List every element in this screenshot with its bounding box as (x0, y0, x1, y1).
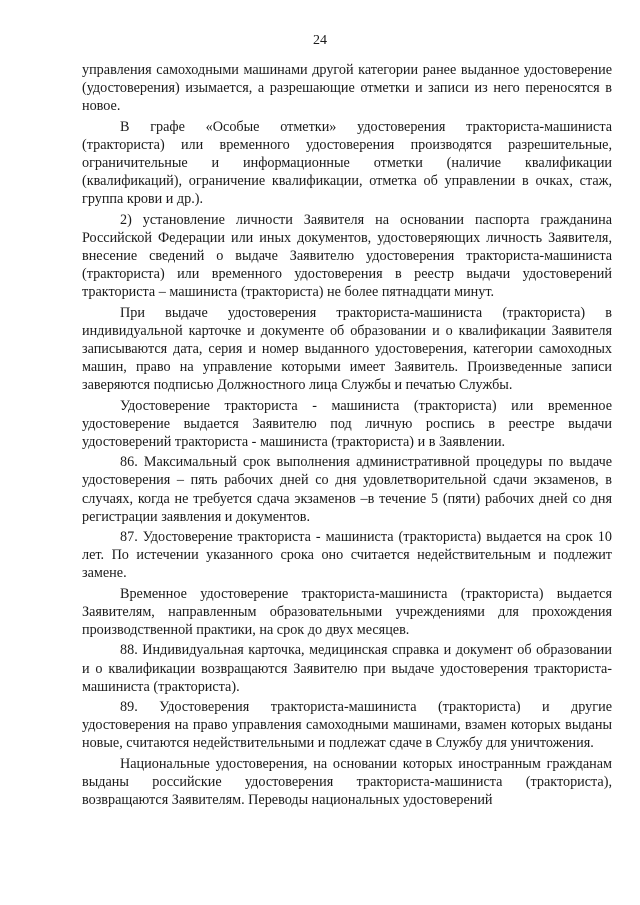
paragraph-signature-receipt: Удостоверение тракториста - машиниста (тракториста) или временное удостоверение выдается Заявителю под личную роспись в реестре выдачи удостоверений тракториста - машиниста (тракториста) и в Заявлении. (82, 397, 612, 451)
paragraph-item-86: 86. Максимальный срок выполнения административной процедуры по выдаче удостоверения – пять рабочих дней со дня удовлетворительной сдачи экзаменов, в случаях, когда не требуется сдача экзаменов –в течение 5 (пяти) рабочих дней со дня регистрации заявления и документов. (82, 454, 612, 525)
paragraph-special-marks: В графе «Особые отметки» удостоверения тракториста-машиниста (тракториста) или временного удостоверения производятся разрешительные, ограничительные и информационные отметки (наличие квалификации (квалификаций), ограничение квалификации, отметка об управлении в очках, стаж, группа крови и др.). (82, 118, 612, 208)
paragraph-continuation: управления самоходными машинами другой категории ранее выданное удостоверение (удостоверения) изымается, а разрешающие отметки и записи из него переносятся в новое. (82, 62, 612, 115)
paragraph-temporary-license: Временное удостоверение тракториста-машиниста (тракториста) выдается Заявителям, направленным образовательными учреждениями для прохождения производственной практики, на срок до двух месяцев. (82, 585, 612, 639)
paragraph-item-87: 87. Удостоверение тракториста - машиниста (тракториста) выдается на срок 10 лет. По истечении указанного срока оно считается недействительным и подлежит замене. (82, 529, 612, 582)
paragraph-item-89: 89. Удостоверения тракториста-машиниста (тракториста) и другие удостоверения на право управления самоходными машинами, взамен которых выданы новые, считаются недействительными и подлежат сдаче в Службу для уничтожения. (82, 698, 612, 752)
document-body (82, 61, 612, 811)
paragraph-national-licenses: Национальные удостоверения, на основании которых иностранным гражданам выданы российские удостоверения тракториста-машиниста (тракториста), возвращаются Заявителям. Переводы национальных удостоверений (82, 755, 612, 808)
paragraph-identity-verification: 2) установление личности Заявителя на основании паспорта гражданина Российской Федерации или иных документов, удостоверяющих личность Заявителя, внесение сведений о выдаче Заявителю удостоверения тракториста-машиниста (тракториста) или временного удостоверения в реестр выдачи удостоверений тракториста – машиниста (тракториста) не более пятнадцати минут. (82, 211, 612, 301)
page-number: 24 (313, 33, 327, 48)
paragraph-item-88: 88. Индивидуальная карточка, медицинская справка и документ об образовании и о квалификации возвращаются Заявителю при выдаче удостоверения тракториста-машиниста (тракториста). (82, 642, 612, 695)
paragraph-issue-records: При выдаче удостоверения тракториста-машиниста (тракториста) в индивидуальной карточке и документе об образовании и о квалификации Заявителя записываются дата, серия и номер выданного удостоверения, категории самоходных машин, право на управление которыми имеет Заявитель. Произведенные записи заверяются подписью Должностного лица Службы и печатью Службы. (82, 304, 612, 394)
